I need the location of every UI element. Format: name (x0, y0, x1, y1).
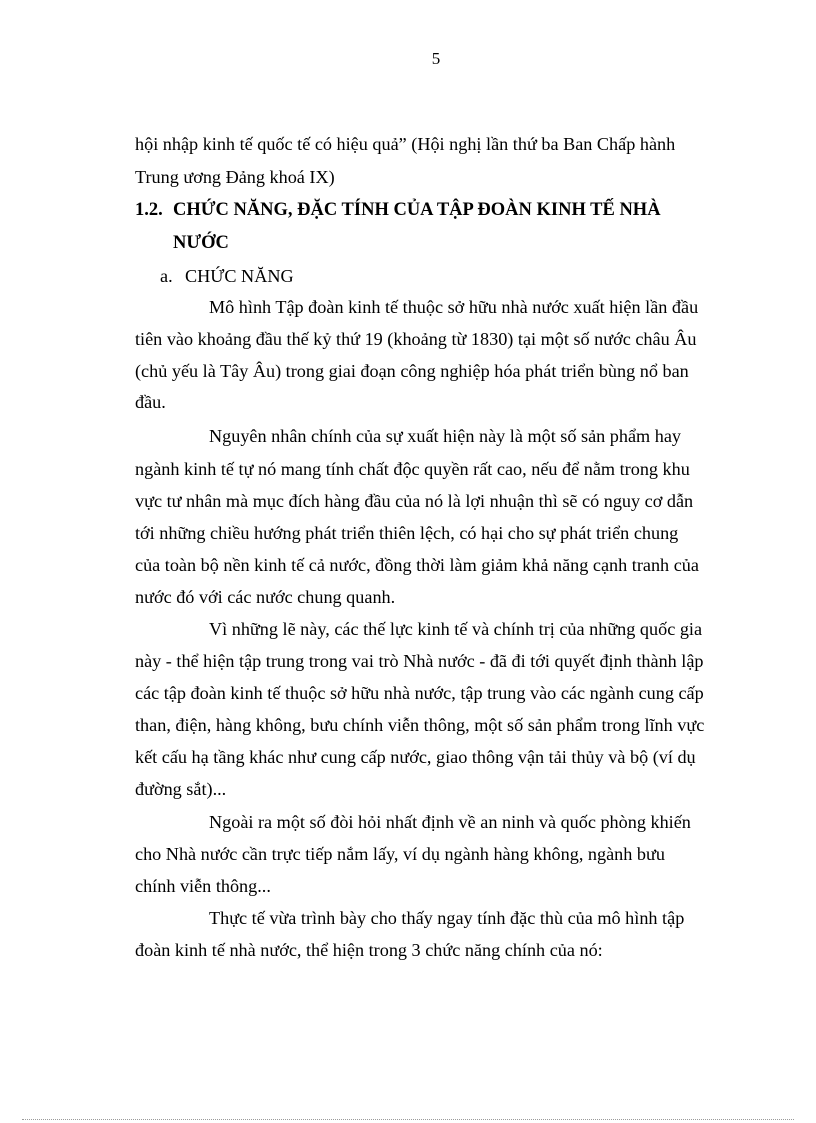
page-bottom-rule (22, 1119, 794, 1120)
paragraph-2-line: ngành kinh tế tự nó mang tính chất độc quyền rất cao, nếu để nằm trong khu (135, 459, 690, 479)
subsection-title: CHỨC NĂNG (185, 266, 294, 286)
intro-line: hội nhập kinh tế quốc tế có hiệu quả” (Hội nghị lần thứ ba Ban Chấp hành (135, 134, 676, 154)
paragraph-2-line: vực tư nhân mà mục đích hàng đầu của nó là lợi nhuận thì sẽ có nguy cơ dẫn (135, 491, 694, 511)
paragraph-2-line: tới những chiều hướng phát triển thiên lệch, có hại cho sự phát triển chung (135, 523, 679, 543)
section-heading-number: 1.2. (135, 200, 163, 220)
paragraph-5-line: Thực tế vừa trình bày cho thấy ngay tính đặc thù của mô hình tập (209, 908, 685, 928)
intro-line: Trung ương Đảng khoá IX) (135, 167, 335, 187)
paragraph-3-line: Vì những lẽ này, các thế lực kinh tế và chính trị của những quốc gia (209, 619, 703, 639)
paragraph-1-line: đầu. (135, 392, 166, 412)
paragraph-3-line: than, điện, hàng không, bưu chính viễn thông, một số sản phẩm trong lĩnh vực (135, 715, 705, 735)
paragraph-3-line: các tập đoàn kinh tế thuộc sở hữu nhà nước, tập trung vào các ngành cung cấp (135, 683, 704, 703)
paragraph-2-line: nước đó với các nước chung quanh. (135, 587, 396, 607)
page-number: 5 (431, 49, 441, 68)
paragraph-3-line: kết cấu hạ tầng khác như cung cấp nước, giao thông vận tải thủy và bộ (ví dụ (135, 747, 696, 767)
paragraph-2-line: của toàn bộ nền kinh tế cả nước, đồng thời làm giảm khả năng cạnh tranh của (135, 555, 699, 575)
paragraph-4-line: cho Nhà nước cần trực tiếp nắm lấy, ví dụ ngành hàng không, ngành bưu (135, 844, 665, 864)
subsection-marker: a. (160, 266, 173, 286)
paragraph-3-line: đường sắt)... (135, 779, 227, 799)
paragraph-4-line: Ngoài ra một số đòi hỏi nhất định về an ninh và quốc phòng khiến (209, 812, 691, 832)
paragraph-5-line: đoàn kinh tế nhà nước, thể hiện trong 3 chức năng chính của nó: (135, 940, 603, 960)
paragraph-1-line: tiên vào khoảng đầu thế kỷ thứ 19 (khoảng từ 1830) tại một số nước châu Âu (135, 329, 697, 349)
paragraph-2-line: Nguyên nhân chính của sự xuất hiện này là một số sản phẩm hay (209, 426, 682, 446)
section-heading-title-cont: NƯỚC (173, 233, 229, 253)
paragraph-1-line: Mô hình Tập đoàn kinh tế thuộc sở hữu nhà nước xuất hiện lần đầu (209, 297, 699, 317)
section-heading-title: CHỨC NĂNG, ĐẶC TÍNH CỦA TẬP ĐOÀN KINH TẾ NHÀ (173, 200, 661, 220)
paragraph-3-line: này - thể hiện tập trung trong vai trò Nhà nước - đã đi tới quyết định thành lập (135, 651, 704, 671)
paragraph-1-line: (chủ yếu là Tây Âu) trong giai đoạn công nghiệp hóa phát triển bùng nổ ban (135, 361, 689, 381)
paragraph-4-line: chính viễn thông... (135, 876, 271, 896)
